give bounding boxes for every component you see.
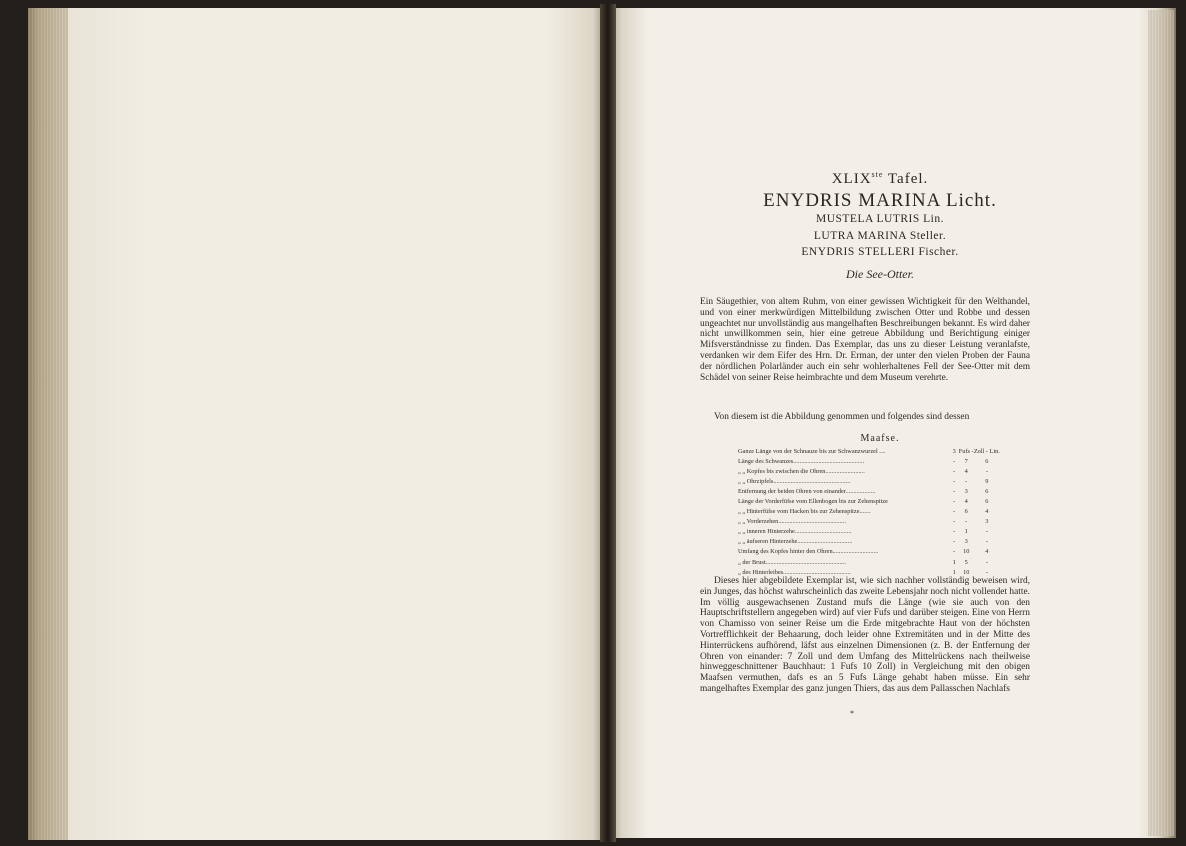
measure-label: „ „ Hinterfüfse vom Hacken bis zur Zehenspitze....... xyxy=(738,508,871,516)
measure-row xyxy=(738,537,1000,547)
measure-zoll: Fufs - xyxy=(958,447,974,455)
plate-suffix: ste xyxy=(871,170,884,179)
intro-paragraph: Ein Säugethier, von altem Ruhm, von einer gewissen Wichtigkeit für den Welthandel, und von einer merkwürdigen Mittelbildung zwischen Otter und Robbe und dessen ungeachtet nur unvollständig aus mangelhaften Beschreibungen bekannt. Es wird daher nicht unwillkommen sein, hier eine getreue Abbildung und Berichtigung einiger Mifsverständnisse zu finden. Das Exemplar, das uns zu dieser Leistung veranlafste, verdanken wir dem Eifer des Hrn. Dr. Erman, der unter den vielen Proben der Fauna der nördlichen Polarländer auch ein sehr wohlerhaltenes Fell der See-Otter mit dem Schädel von seiner Reise heimbrachte und dem Museum verehrte. xyxy=(700,297,1030,383)
measure-fuss: - xyxy=(953,508,956,516)
measure-row xyxy=(738,517,1000,527)
measure-lin: 4 xyxy=(985,548,989,556)
common-name: Die See-Otter. xyxy=(846,267,914,281)
measure-fuss: - xyxy=(953,528,956,536)
measure-lin: - xyxy=(985,568,988,576)
measure-fuss: - xyxy=(953,498,956,506)
left-page xyxy=(28,8,608,840)
measure-zoll: 4 xyxy=(964,467,968,475)
measure-fuss: - xyxy=(953,548,956,556)
measure-zoll: 4 xyxy=(964,498,968,506)
measure-fuss: - xyxy=(953,457,956,465)
measure-fuss: 3 xyxy=(952,447,956,455)
measure-fuss: - xyxy=(953,487,956,495)
plate-word: Tafel. xyxy=(887,171,929,187)
measure-zoll: - xyxy=(965,477,968,485)
measure-row xyxy=(738,496,1000,506)
measure-lin: - xyxy=(985,558,988,566)
measure-zoll: 10 xyxy=(963,548,970,556)
measure-label: „ „ inneren Hinterzehe.................................... xyxy=(738,528,852,536)
measure-row xyxy=(738,476,1000,486)
measure-row xyxy=(738,466,1000,476)
plate-number: XLIX xyxy=(831,171,872,187)
measure-row xyxy=(738,527,1000,537)
species-title: ENYDRIS MARINA Licht. xyxy=(763,190,997,211)
measure-zoll: 6 xyxy=(964,508,968,516)
measure-label: „ „ Vorderzehen........................................... xyxy=(738,518,847,526)
measure-fuss: 1 xyxy=(952,568,956,576)
left-page-edges xyxy=(28,8,68,840)
measure-label: Entfernung der beiden Ohren von einander................... xyxy=(738,487,876,495)
measure-row xyxy=(738,456,1000,466)
measure-lin: - xyxy=(985,467,988,475)
measure-lin: 9 xyxy=(985,477,989,485)
measure-row xyxy=(738,507,1000,517)
measures-heading: Maafse. xyxy=(860,433,900,444)
measure-row xyxy=(738,547,1000,557)
measure-lin: 4 xyxy=(985,508,989,516)
measure-lin: 3 xyxy=(985,518,989,526)
measure-lin: - xyxy=(985,528,988,536)
measure-lin: Zoll - Lin. xyxy=(973,447,1000,455)
measure-fuss: - xyxy=(953,467,956,475)
body-paragraph: Dieses hier abgebildete Exemplar ist, wie sich nachher vollständig beweisen wird, ein Junges, das höchst wahrscheinlich das zweite Lebensjahr noch nicht vollendet hatte. Im völlig ausgewachsenen Zustand mufs die Länge (wie sie auch von den Hauptschriftstellern angegeben wird) auf vier Fufs und darüber steigen. Eine von Herrn von Chamisso von seiner Reise um die Erde mitgebrachte Haut von der höchsten Vortrefflichkeit der Behaarung, doch leider ohne Extremitäten und in der Mitte des Hinterrückens aufhörend, läfst aus einzelnen Dimensionen (z. B. der Entfernung der Ohren von einander: 7 Zoll und dem Umfang des Mittelrückens nach theilweise hinweggeschnittener Bauchhaut: 1 Fufs 10 Zoll) in Vergleichung mit den obigen Maafsen vermuthen, dafs es an 5 Fufs Länge gehabt haben müsse. Ein sehr mangelhaftes Exemplar des ganz jungen Thiers, das aus dem Pallasschen Nachlafs xyxy=(700,576,1030,694)
right-page xyxy=(608,8,1176,838)
measure-row xyxy=(738,557,1000,567)
measure-lin: 6 xyxy=(985,487,989,495)
measure-label: „ der Brust................................................... xyxy=(738,558,846,566)
measure-label: „ „ Ohrzipfels................................................. xyxy=(738,477,851,485)
measure-zoll: 5 xyxy=(964,558,968,566)
measure-label: „ „ Kopfes bis zwischen die Ohren......................... xyxy=(738,467,865,475)
measure-label: Länge des Schwanzes............................................. xyxy=(738,457,865,465)
synonym-3: ENYDRIS STELLERI Fischer. xyxy=(801,246,959,258)
measure-zoll: - xyxy=(965,518,968,526)
book-gutter xyxy=(600,4,616,842)
measure-zoll: 3 xyxy=(964,487,968,495)
measure-zoll: 10 xyxy=(963,568,970,576)
measure-zoll: 1 xyxy=(964,528,968,536)
measure-fuss: 1 xyxy=(952,558,956,566)
measure-row xyxy=(738,446,1000,456)
synonym-1: MUSTELA LUTRIS Lin. xyxy=(815,213,944,225)
measure-zoll: 7 xyxy=(964,457,968,465)
measure-fuss: - xyxy=(953,538,956,546)
measure-zoll: 3 xyxy=(964,538,968,546)
measure-label: Länge der Vorderfüfse vom Ellenbogen bis zur Zehenspitze xyxy=(738,498,888,506)
measure-lin: 6 xyxy=(985,498,989,506)
right-page-edges xyxy=(1148,10,1174,836)
signature-mark: * xyxy=(850,709,854,718)
measure-label: „ des Hinterleibes........................................... xyxy=(738,568,851,576)
measure-label: Umfang des Kopfes hinter den Ohren............................. xyxy=(738,548,879,556)
measure-label: „ „ äufseren Hinterzehe................................... xyxy=(738,538,853,546)
measures-table xyxy=(738,446,1000,577)
measure-label: Ganze Länge von der Schnauze bis zur Schwanzwurzel .... xyxy=(738,447,886,455)
measure-row xyxy=(738,486,1000,496)
intro-continuation: Von diesem ist die Abbildung genommen und folgendes sind dessen xyxy=(714,412,970,422)
measure-fuss: - xyxy=(953,477,956,485)
plate-heading xyxy=(640,170,1120,188)
synonym-2: LUTRA MARINA Steller. xyxy=(813,230,947,242)
measure-fuss: - xyxy=(953,518,956,526)
measure-lin: - xyxy=(985,538,988,546)
measure-lin: 6 xyxy=(985,457,989,465)
